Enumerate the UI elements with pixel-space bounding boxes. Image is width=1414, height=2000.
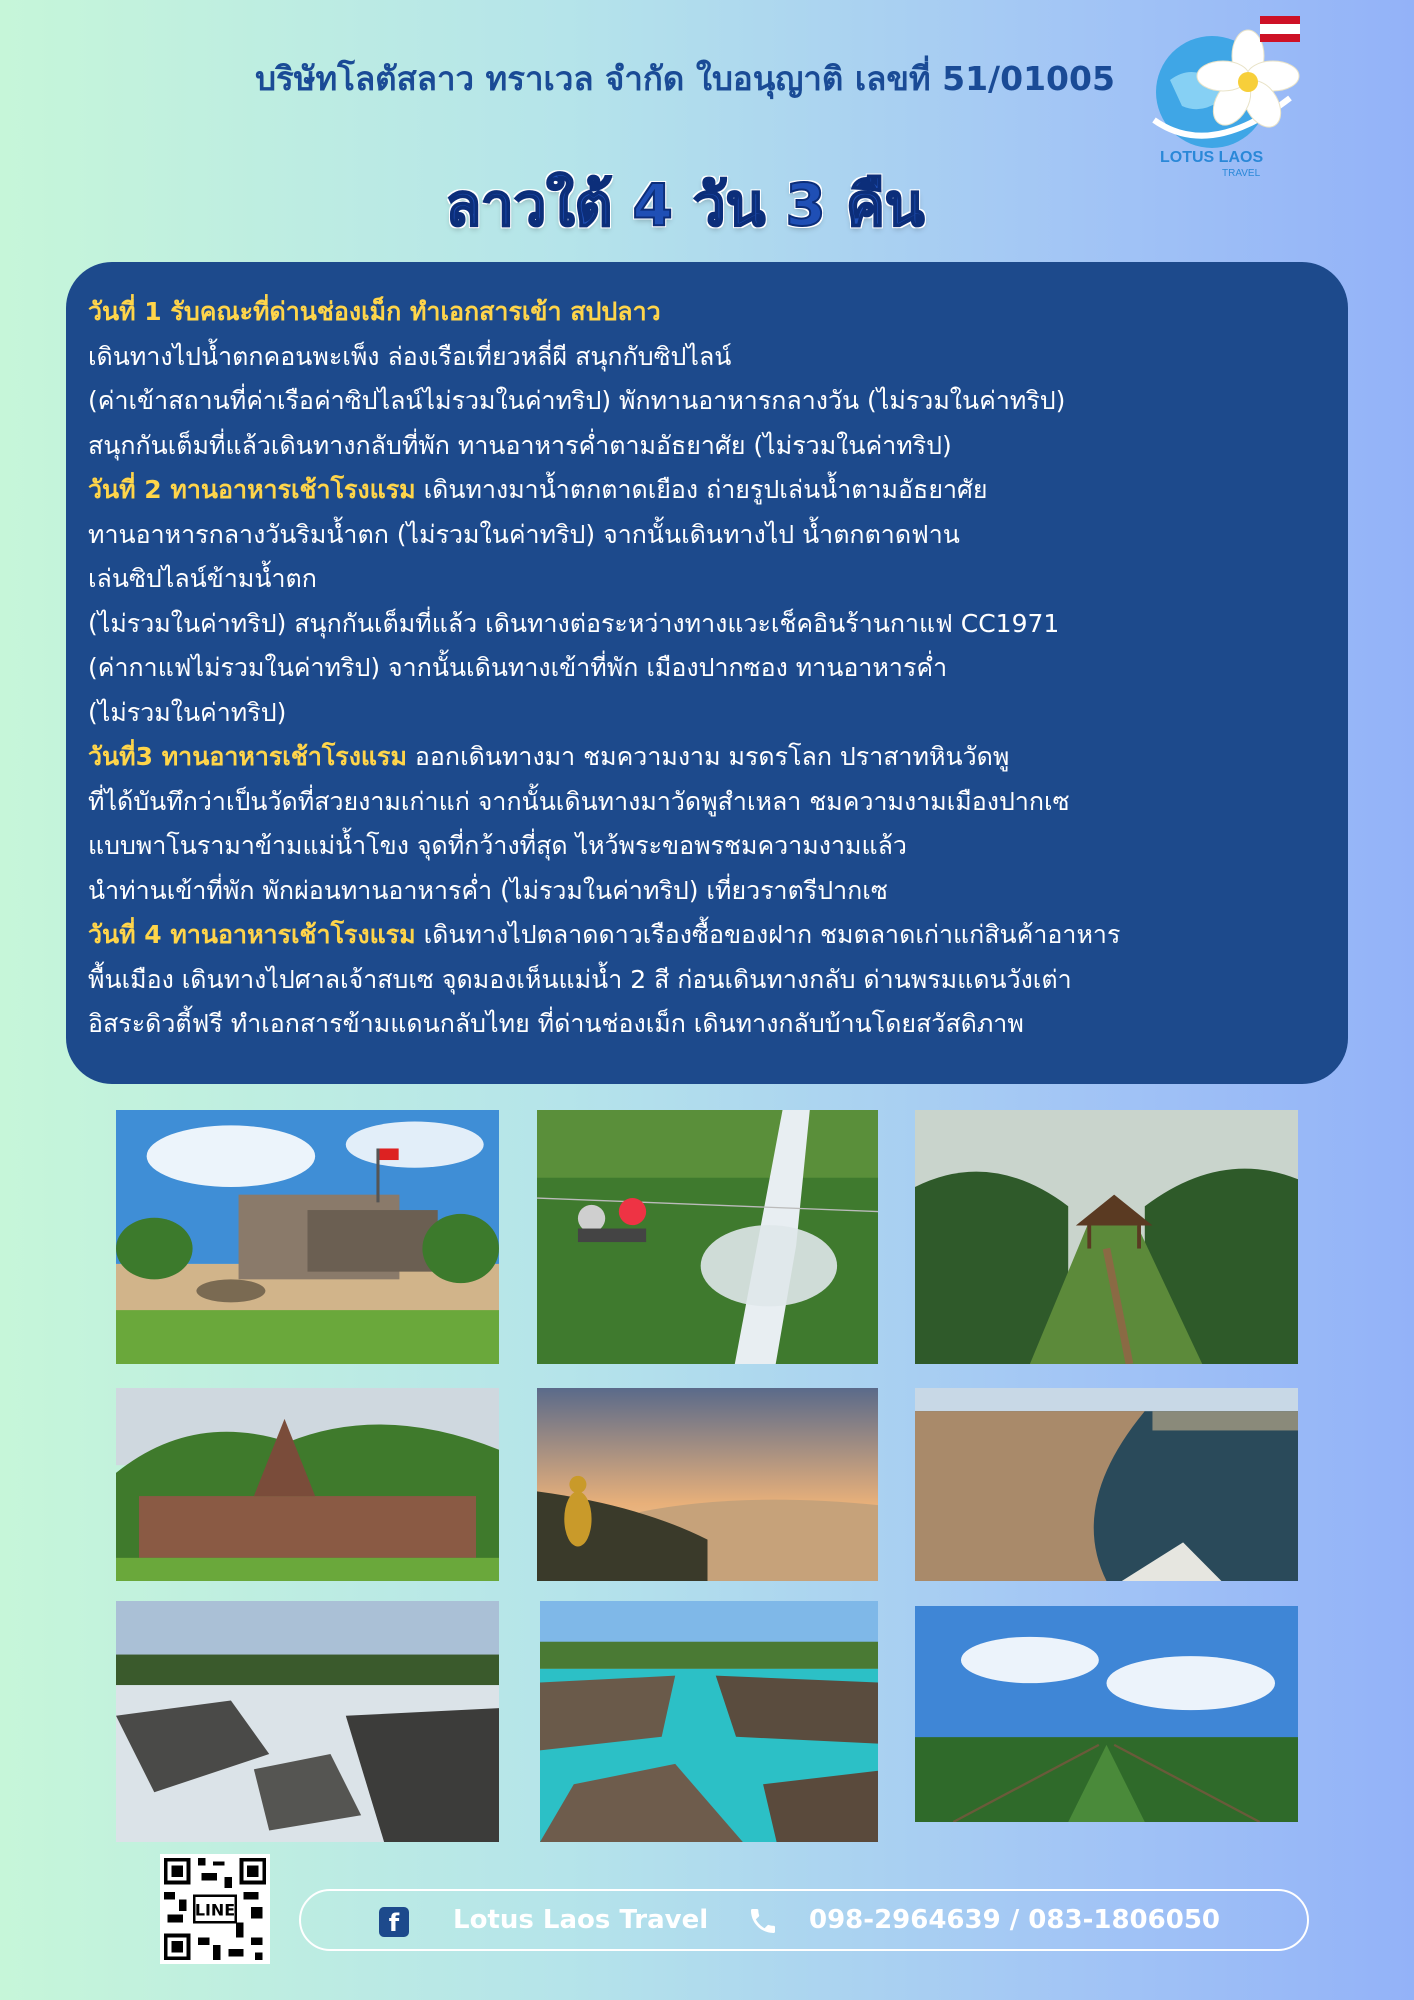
facebook-icon: f	[379, 1907, 409, 1937]
itinerary-line	[88, 869, 1326, 914]
day-heading: วันที่ 2 ทานอาหารเช้าโรงแรม	[88, 475, 416, 504]
itinerary-text: (ไม่รวมในค่าทริป)	[88, 697, 287, 727]
photo-rapids-waterfall	[116, 1601, 499, 1842]
photo-two-color-river	[915, 1388, 1298, 1581]
photo-mountain-pavilion	[915, 1110, 1298, 1364]
day-heading: วันที่ 1 รับคณะที่ด่านช่องเม็ก ทำเอกสารเข้า สปปลาว	[88, 297, 661, 326]
itinerary-line	[88, 780, 1326, 825]
itinerary-line	[88, 913, 1326, 958]
itinerary-text: เดินทางไปน้ำตกคอนพะเพ็ง ล่องเรือเที่ยวหลี่ผี สนุกกับซิปไลน์	[88, 341, 732, 371]
itinerary-line	[88, 735, 1326, 780]
itinerary-line	[88, 335, 1326, 380]
itinerary-text: ออกเดินทางมา ชมความงาม มรดรโลก ปราสาทหินวัดพู	[406, 742, 1010, 771]
itinerary-text: นำท่านเข้าที่พัก พักผ่อนทานอาหารค่ำ (ไม่รวมในค่าทริป) เที่ยวราตรีปากเซ	[88, 875, 888, 905]
laos-flag-icon	[1260, 16, 1300, 42]
itinerary-text: ที่ได้บันทึกว่าเป็นวัดที่สวยงามเก่าแก่ จากนั้นเดินทางมาวัดพูสำเหลา ชมความงามเมืองปากเซ	[88, 786, 1070, 816]
itinerary-text: (ไม่รวมในค่าทริป) สนุกกันเต็มที่แล้ว เดินทางต่อระหว่างทางแวะเช็คอินร้านกาแฟ CC1971	[88, 608, 1060, 638]
lotus-laos-logo	[1140, 10, 1320, 180]
day-heading: วันที่3 ทานอาหารเช้าโรงแรม	[88, 742, 407, 771]
itinerary-line	[88, 290, 1326, 335]
itinerary-text: (ค่ากาแฟไม่รวมในค่าทริป) จากนั้นเดินทางเข้าที่พัก เมืองปากซอง ทานอาหารค่ำ	[88, 653, 948, 682]
photo-old-building-park	[116, 1110, 499, 1364]
itinerary-text: เดินทางมาน้ำตกตาดเยือง ถ่ายรูปเล่นน้ำตามอัธยาศัย	[415, 475, 988, 504]
facebook-page-name[interactable]: Lotus Laos Travel	[453, 1905, 709, 1935]
itinerary-line	[88, 691, 1326, 736]
photo-buddha-sunset	[537, 1388, 878, 1581]
logo-text: LOTUS LAOS	[1160, 149, 1264, 166]
photo-coffee-plantation	[915, 1606, 1298, 1822]
photo-turquoise-river-rocks	[540, 1601, 878, 1842]
qr-line-label: LINE	[194, 1900, 236, 1920]
itinerary-line	[88, 1002, 1326, 1047]
tour-title: ลาวใต้ 4 วัน 3 คืน	[445, 171, 925, 239]
itinerary-line	[88, 468, 1326, 513]
itinerary-text: สนุกกันเต็มที่แล้วเดินทางกลับที่พัก ทานอาหารค่ำตามอัธยาศัย (ไม่รวมในค่าทริป)	[88, 430, 952, 460]
itinerary-text: (ค่าเข้าสถานที่ค่าเรือค่าซิปไลน์ไม่รวมในค่าทริป) พักทานอาหารกลางวัน (ไม่รวมในค่าทริป)	[88, 386, 1066, 415]
photo-zipline-waterfall	[537, 1110, 878, 1364]
itinerary-line	[88, 602, 1326, 647]
logo-subtext: TRAVEL	[1222, 168, 1261, 179]
contact-bar	[299, 1889, 1309, 1951]
itinerary-text: ทานอาหารกลางวันริมน้ำตก (ไม่รวมในค่าทริป) จากนั้นเดินทางไป น้ำตกตาดฟาน	[88, 519, 960, 549]
itinerary-line	[88, 513, 1326, 558]
phone-numbers[interactable]: 098-2964639 / 083-1806050	[809, 1905, 1220, 1935]
itinerary-panel	[66, 262, 1348, 1084]
day-heading: วันที่ 4 ทานอาหารเช้าโรงแรม	[88, 920, 416, 949]
itinerary-text: เดินทางไปตลาดดาวเรืองซื้อของฝาก ชมตลาดเก่าแก่สินค้าอาหาร	[415, 920, 1121, 949]
photo-wat-phou-temple	[116, 1388, 499, 1581]
itinerary-line	[88, 424, 1326, 469]
itinerary-line	[88, 379, 1326, 424]
itinerary-text: พื้นเมือง เดินทางไปศาลเจ้าสบเซ จุดมองเห็นแม่น้ำ 2 สี ก่อนเดินทางกลับ ด่านพรมแดนวังเต่า	[88, 964, 1072, 994]
itinerary-text: แบบพาโนรามาข้ามแม่น้ำโขง จุดที่กว้างที่สุด ไหว้พระขอพรชมความงามแล้ว	[88, 831, 907, 860]
itinerary-line	[88, 824, 1326, 869]
itinerary-text: อิสระดิวตี้ฟรี ทำเอกสารข้ามแดนกลับไทย ที่ด่านช่องเม็ก เดินทางกลับบ้านโดยสวัสดิภาพ	[88, 1009, 1024, 1038]
line-qr-code[interactable]	[160, 1854, 270, 1964]
itinerary-line	[88, 958, 1326, 1003]
itinerary-line	[88, 557, 1326, 602]
phone-icon	[747, 1905, 779, 1937]
itinerary-line	[88, 646, 1326, 691]
company-license-line: บริษัทโลตัสลาว ทราเวล จำกัด ใบอนุญาติ เลขที่ 51/01005	[255, 59, 1115, 98]
itinerary-text: เล่นซิปไลน์ข้ามน้ำตก	[88, 564, 317, 593]
